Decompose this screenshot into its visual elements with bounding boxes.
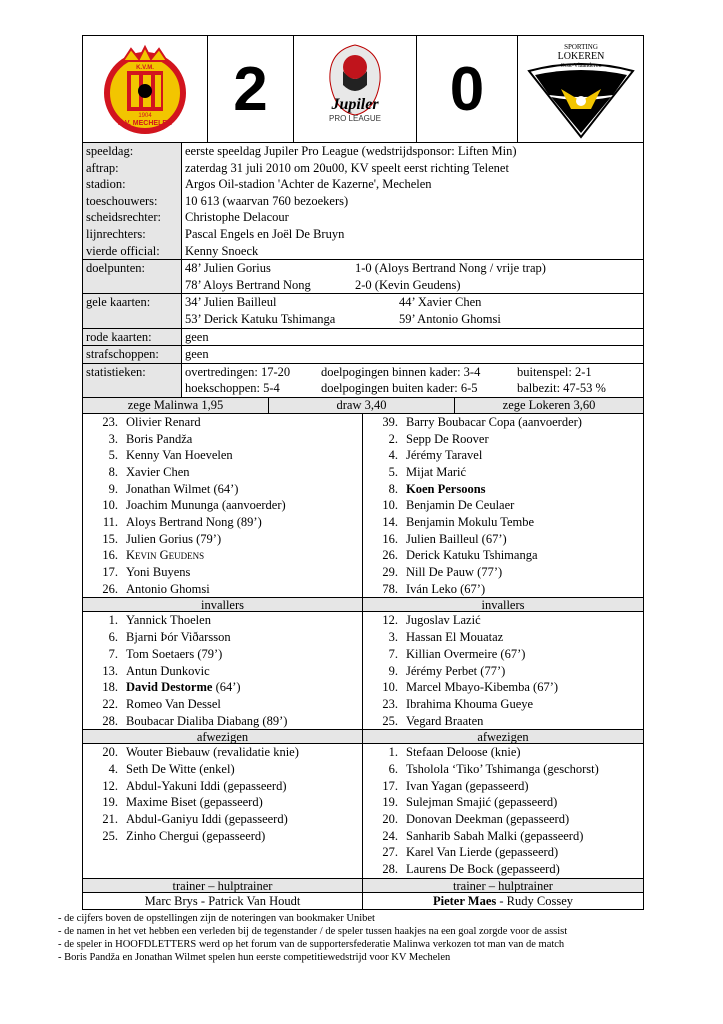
player-name: Vegard Braaten — [406, 713, 484, 728]
player-name: Koen Persoons — [406, 481, 486, 496]
player-name: Wouter Biebauw (revalidatie knie) — [126, 745, 299, 760]
stat-item: buitenspel: 2-1 — [517, 364, 592, 379]
odds-bar — [83, 397, 643, 414]
footnotes — [58, 912, 698, 964]
player-number: 19. — [102, 795, 118, 810]
player-number: 10. — [382, 498, 398, 513]
player-number: 23. — [102, 414, 118, 429]
player-row — [363, 414, 643, 431]
yellow-card-entry: 34’ Julien Bailleul — [185, 295, 277, 310]
player-number: 6. — [108, 630, 118, 645]
player-row — [363, 646, 643, 663]
player-row — [363, 778, 643, 795]
home-subs-label: invallers — [83, 597, 363, 612]
player-row — [83, 811, 362, 828]
absent-header — [83, 729, 643, 744]
player-number: 17. — [382, 778, 398, 793]
player-name: Maxime Biset (gepasseerd) — [126, 795, 263, 810]
player-row — [363, 663, 643, 680]
player-row — [363, 844, 643, 861]
player-number: 11. — [102, 515, 118, 530]
sporting-lokeren-logo — [518, 36, 643, 142]
player-row — [363, 531, 643, 548]
info-key: strafschoppen: — [83, 346, 182, 364]
player-number: 4. — [388, 448, 398, 463]
player-number: 6. — [388, 761, 398, 776]
player-number: 21. — [102, 812, 118, 827]
stat-item: hoekschoppen: 5-4 — [185, 381, 280, 396]
player-number: 20. — [102, 745, 118, 760]
home-lineup — [83, 414, 363, 598]
player-row — [363, 514, 643, 531]
player-name: Olivier Renard — [126, 414, 201, 429]
player-row — [363, 431, 643, 448]
absentees — [83, 744, 643, 878]
home-trainers: Marc Brys - Patrick Van Houdt — [83, 893, 363, 909]
player-number: 16. — [382, 531, 398, 546]
lokeren-crest-icon — [521, 39, 641, 139]
away-lineup — [363, 414, 643, 598]
player-name: Abdul-Yakuni Iddi (gepasseerd) — [126, 778, 287, 793]
player-number: 24. — [382, 828, 398, 843]
player-number: 10. — [382, 680, 398, 695]
home-score: 2 — [233, 54, 268, 124]
stat-item: overtredingen: 17-20 — [185, 364, 291, 379]
stat-item: doelpogingen buiten kader: 6-5 — [321, 381, 478, 396]
info-value: Argos Oil-stadion 'Achter de Kazerne', Mechelen — [185, 177, 432, 192]
player-number: 5. — [388, 464, 398, 479]
footnote: - de namen in het vet hebben een verleden bij de tegenstander / de speler tussen haakjes na een goal zorgde voor de assist — [58, 926, 568, 937]
player-number: 8. — [388, 481, 398, 496]
player-name: Ibrahima Khouma Gueye — [406, 696, 534, 711]
player-number: 28. — [382, 862, 398, 877]
player-name: Benjamin De Ceulaer — [406, 498, 515, 513]
kvm-logo-name: K.V. MECHELEN — [117, 120, 173, 127]
away-trainer-rest: - Rudy Cossey — [496, 893, 574, 908]
goal-entry: 48’ Julien Gorius — [185, 261, 271, 276]
player-row — [363, 564, 643, 581]
player-row — [363, 581, 643, 598]
player-name: Tsholola ‘Tiko’ Tshimanga (geschorst) — [406, 761, 599, 776]
player-name: Julien Bailleul (67’) — [406, 531, 507, 546]
player-row — [363, 629, 643, 646]
info-key: aftrap: — [83, 160, 182, 177]
trainers — [83, 893, 643, 909]
player-number: 23. — [382, 696, 398, 711]
player-row — [363, 828, 643, 845]
away-subs-label: invallers — [363, 597, 643, 612]
player-name: Nill De Pauw (77’) — [406, 565, 503, 580]
stat-item: doelpogingen binnen kader: 3-4 — [321, 364, 481, 379]
odds-home: zege Malinwa 1,95 — [83, 398, 269, 413]
player-row — [83, 497, 362, 514]
player-name: Jonathan Wilmet (64’) — [126, 481, 239, 496]
player-name: Donovan Deekman (gepasseerd) — [406, 812, 570, 827]
player-row — [363, 794, 643, 811]
player-number: 1. — [108, 613, 118, 628]
info-key: statistieken: — [83, 363, 182, 397]
statistics-cell — [182, 363, 644, 397]
away-score-cell — [417, 36, 518, 142]
goal-score: 1-0 (Aloys Bertrand Nong / vrije trap) — [355, 261, 546, 276]
player-number: 9. — [108, 481, 118, 496]
player-row — [83, 612, 362, 629]
jupiler-logo — [294, 36, 417, 142]
footnote: - de speler in HOOFDLETTERS werd op het forum van de supportersfederatie Malinwa verkozen tot man van de match — [58, 939, 565, 950]
home-trainer-label: trainer – hulptrainer — [83, 878, 363, 893]
yellow-card-entry: 53’ Derick Katuku Tshimanga — [185, 311, 336, 326]
player-name: Bjarni Þór Viðarsson — [126, 630, 231, 645]
player-row — [363, 464, 643, 481]
player-name: Boris Pandža — [126, 431, 193, 446]
kvm-logo-year: 1904 — [138, 113, 152, 119]
player-number: 4. — [108, 761, 118, 776]
player-number: 22. — [102, 696, 118, 711]
player-row — [83, 761, 362, 778]
player-row — [83, 679, 362, 696]
player-number: 29. — [382, 565, 398, 580]
player-name: Ivan Yagan (gepasseerd) — [406, 778, 529, 793]
yellow-card-entry: 59’ Antonio Ghomsi — [399, 311, 501, 326]
player-number: 12. — [382, 613, 398, 628]
home-subs — [83, 612, 363, 729]
kv-mechelen-logo — [83, 36, 208, 142]
match-report — [82, 35, 644, 910]
player-name: Zinho Chergui (gepasseerd) — [126, 828, 266, 843]
info-key: vierde official: — [83, 243, 182, 260]
player-name: Iván Leko (67’) — [406, 581, 486, 596]
player-number: 2. — [388, 431, 398, 446]
player-name: Yannick Thoelen — [126, 613, 211, 628]
player-name: Barry Boubacar Copa (aanvoerder) — [406, 414, 582, 429]
player-number: 26. — [382, 548, 398, 563]
info-value: zaterdag 31 juli 2010 om 20u00, KV speelt eerst richting Telenet — [185, 160, 509, 175]
player-row — [363, 761, 643, 778]
info-key: speeldag: — [83, 143, 182, 160]
player-row — [363, 861, 643, 878]
away-absent-label: afwezigen — [363, 729, 643, 744]
info-key: lijnrechters: — [83, 226, 182, 243]
player-name: Benjamin Mokulu Tembe — [406, 515, 535, 530]
score-header — [83, 36, 643, 143]
info-key: gele kaarten: — [83, 294, 182, 328]
player-name: Kevin Geudens — [126, 548, 205, 563]
player-name: Romeo Van Dessel — [126, 696, 221, 711]
info-key: toeschouwers: — [83, 193, 182, 210]
away-subs — [363, 612, 643, 729]
player-row — [363, 744, 643, 761]
odds-draw: draw 3,40 — [269, 398, 455, 413]
info-value: Pascal Engels en Joël De Bruyn — [185, 226, 345, 241]
player-number: 20. — [382, 812, 398, 827]
player-row — [83, 431, 362, 448]
info-key: stadion: — [83, 176, 182, 193]
player-number: 7. — [108, 646, 118, 661]
player-number: 16. — [102, 548, 118, 563]
player-row — [363, 713, 643, 730]
player-number: 8. — [108, 464, 118, 479]
player-row — [83, 646, 362, 663]
player-row — [83, 564, 362, 581]
player-name: Joachim Mununga (aanvoerder) — [126, 498, 286, 513]
odds-away: zege Lokeren 3,60 — [502, 397, 596, 412]
info-value: eerste speeldag Jupiler Pro League (wedstrijdsponsor: Liften Min) — [185, 144, 517, 158]
player-name: Mijat Marić — [406, 464, 467, 479]
player-row — [83, 629, 362, 646]
yellow-cards-cell — [182, 294, 644, 328]
player-name: Marcel Mbayo-Kibemba (67’) — [406, 680, 559, 695]
home-score-cell — [208, 36, 294, 142]
goal-score: 2-0 (Kevin Geudens) — [355, 277, 461, 292]
kvm-logo-text: K.V.M. — [136, 65, 154, 71]
player-number: 19. — [382, 795, 398, 810]
player-name: Yoni Buyens — [126, 565, 191, 580]
player-name: Xavier Chen — [126, 464, 190, 479]
player-name: Jérémy Perbet (77’) — [406, 663, 506, 678]
player-number: 12. — [102, 778, 118, 793]
info-key: doelpunten: — [83, 260, 182, 294]
player-name: Killian Overmeire (67’) — [406, 646, 526, 661]
player-row — [83, 861, 362, 878]
goal-entry: 78’ Aloys Bertrand Nong — [185, 277, 311, 292]
away-absent — [363, 744, 643, 878]
player-row — [363, 696, 643, 713]
player-row — [83, 514, 362, 531]
player-number: 9. — [388, 663, 398, 678]
yellow-card-entry: 44’ Xavier Chen — [399, 295, 482, 310]
player-row — [83, 696, 362, 713]
away-score: 0 — [449, 54, 485, 124]
lokeren-sub-text: Oost-Vlaanderen — [560, 63, 601, 69]
player-row — [83, 464, 362, 481]
player-name: Sepp De Roover — [406, 431, 489, 446]
player-name: Antun Dunkovic — [126, 663, 210, 678]
substitutes — [83, 612, 643, 729]
player-name: Laurens De Bock (gepasseerd) — [406, 862, 560, 877]
info-value: geen — [182, 328, 644, 346]
player-name: Sanharib Sabah Malki (gepasseerd) — [406, 828, 584, 843]
info-value: Christophe Delacour — [185, 210, 289, 225]
footnote: - de cijfers boven de opstellingen zijn de noteringen van bookmaker Unibet — [58, 913, 375, 924]
stat-item: balbezit: 47-53 % — [517, 381, 606, 396]
home-absent — [83, 744, 363, 878]
jupiler-text: Jupiler — [331, 96, 379, 113]
player-row — [83, 663, 362, 680]
player-number: 1. — [388, 745, 398, 760]
player-name: Stefaan Deloose (knie) — [406, 745, 521, 760]
trainer-header — [83, 878, 643, 893]
away-trainer-label: trainer – hulptrainer — [363, 878, 643, 893]
player-name: Julien Gorius (79’) — [126, 531, 222, 546]
player-row — [363, 811, 643, 828]
player-number: 28. — [102, 713, 118, 728]
player-number: 14. — [382, 515, 398, 530]
info-key: rode kaarten: — [83, 328, 182, 346]
lineups — [83, 414, 643, 598]
player-name: Boubacar Dialiba Diabang (89’) — [126, 713, 288, 728]
player-name: Hassan El Mouataz — [406, 630, 504, 645]
player-name: Jugoslav Lazić — [406, 613, 481, 628]
lokeren-name-text: LOKEREN — [557, 51, 604, 62]
player-name-bold: David Destorme — [126, 680, 213, 695]
footnote: - Boris Pandža en Jonathan Wilmet spelen hun eerste competitiewedstrijd voor KV Mechelen — [58, 952, 451, 963]
player-name: Aloys Bertrand Nong (89’) — [126, 515, 262, 530]
player-name: Jérémy Taravel — [406, 448, 483, 463]
player-row — [83, 447, 362, 464]
player-name: Antonio Ghomsi — [126, 581, 210, 596]
player-name: Seth De Witte (enkel) — [126, 761, 235, 776]
player-row — [363, 547, 643, 564]
player-number: 17. — [102, 565, 118, 580]
player-name: Sulejman Smajić (gepasseerd) — [406, 795, 558, 810]
player-number: 3. — [108, 431, 118, 446]
player-number: 15. — [102, 531, 118, 546]
player-row — [363, 679, 643, 696]
player-name-rest: (64’) — [212, 680, 241, 695]
goals-cell — [182, 260, 644, 294]
player-row — [83, 713, 362, 730]
player-number: 3. — [388, 630, 398, 645]
player-row — [363, 447, 643, 464]
jupiler-pro-league-icon — [310, 41, 400, 137]
player-number: 10. — [102, 498, 118, 513]
player-name — [126, 679, 241, 696]
player-row — [83, 844, 362, 861]
player-row — [83, 547, 362, 564]
player-number: 25. — [102, 828, 118, 843]
player-number: 5. — [108, 448, 118, 463]
player-row — [83, 778, 362, 795]
away-trainers — [363, 893, 643, 909]
player-number: 27. — [382, 845, 398, 860]
player-number: 26. — [102, 581, 118, 596]
player-row — [363, 481, 643, 498]
away-trainer-bold: Pieter Maes — [432, 893, 497, 908]
player-row — [83, 581, 362, 598]
player-name: Derick Katuku Tshimanga — [406, 548, 538, 563]
home-absent-label: afwezigen — [83, 729, 363, 744]
player-row — [83, 744, 362, 761]
player-name: Abdul-Ganiyu Iddi (gepasseerd) — [126, 812, 288, 827]
player-number: 13. — [102, 663, 118, 678]
kv-mechelen-crest-icon — [97, 41, 193, 137]
pro-league-text: PRO LEAGUE — [328, 114, 382, 123]
player-name: Karel Van Lierde (gepasseerd) — [406, 845, 559, 860]
player-row — [363, 612, 643, 629]
match-info-table — [83, 143, 643, 397]
player-row — [83, 794, 362, 811]
info-value: 10 613 (waarvan 760 bezoekers) — [185, 193, 349, 208]
player-number: 18. — [102, 680, 118, 695]
info-key: scheidsrechter: — [83, 209, 182, 226]
player-row — [363, 497, 643, 514]
player-number: 7. — [388, 646, 398, 661]
info-value: geen — [182, 346, 644, 364]
player-row — [83, 481, 362, 498]
lokeren-top-text: SPORTING — [563, 43, 598, 51]
player-number: 39. — [382, 414, 398, 429]
player-number: 78. — [382, 581, 398, 596]
player-row — [83, 531, 362, 548]
subs-header — [83, 597, 643, 612]
info-value: Kenny Snoeck — [185, 243, 259, 258]
player-name: Kenny Van Hoevelen — [126, 448, 233, 463]
player-number: 25. — [382, 713, 398, 728]
player-row — [83, 828, 362, 845]
player-name: Tom Soetaers (79’) — [126, 646, 223, 661]
player-row — [83, 414, 362, 431]
